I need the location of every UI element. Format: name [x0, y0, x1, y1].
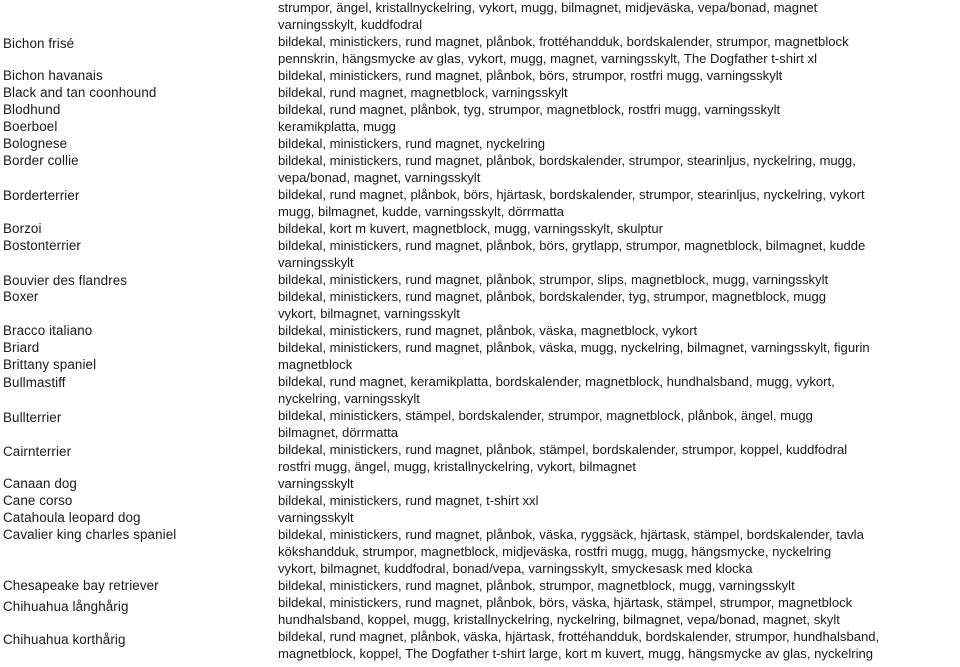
product-list-line: varningsskylt — [278, 510, 354, 525]
product-list-line: varningsskylt — [278, 255, 354, 270]
product-list-line: bildekal, ministickers, rund magnet, plånbok, strumpor, slips, magnetblock, mugg, varningsskylt — [278, 272, 829, 287]
product-list-line: kökshandduk, strumpor, magnetblock, midjeväska, rostfri mugg, mugg, hängsmycke, nyckelring — [278, 544, 832, 559]
product-list-line: bildekal, kort m kuvert, magnetblock, mugg, varningsskylt, skulptur — [278, 221, 663, 236]
breed-name: Canaan dog — [3, 476, 77, 491]
breed-name: Cairnterrier — [3, 444, 72, 459]
product-list-line: bildekal, ministickers, rund magnet, plånbok, börs, strumpor, rostfri mugg, varningsskylt — [278, 68, 783, 83]
breed-name: Boxer — [3, 289, 39, 304]
product-list-line: bildekal, ministickers, rund magnet, plånbok, väska, mugg, nyckelring, bilmagnet, varningsskylt, figurin — [278, 340, 870, 355]
breed-name: Bolognese — [3, 136, 68, 151]
product-list-line: varningsskylt — [278, 476, 354, 491]
product-list-line: bildekal, ministickers, rund magnet, plånbok, strumpor, magnetblock, mugg, varningsskylt — [278, 578, 795, 593]
product-list-line: keramikplatta, mugg — [278, 119, 396, 134]
product-list-line: bildekal, rund magnet, keramikplatta, bordskalender, magnetblock, hundhalsband, mugg, vykort, — [278, 374, 835, 389]
breed-name: Bracco italiano — [3, 323, 93, 338]
product-list-line: bildekal, rund magnet, plånbok, tyg, strumpor, magnetblock, rostfri mugg, varningsskylt — [278, 102, 781, 117]
product-list-line: strumpor, ängel, kristallnyckelring, vykort, mugg, bilmagnet, midjeväska, vepa/bonad, magnet — [278, 0, 818, 15]
product-list-line: bildekal, ministickers, rund magnet, plånbok, bordskalender, tyg, strumpor, magnetblock, mugg — [278, 289, 827, 304]
product-list-line: bildekal, ministickers, rund magnet, t-shirt xxl — [278, 493, 539, 508]
product-list-line: varningsskylt, kuddfodral — [278, 17, 423, 32]
breed-name: Catahoula leopard dog — [3, 510, 141, 525]
breed-name: Boerboel — [3, 119, 58, 134]
product-list-line: vykort, bilmagnet, varningsskylt — [278, 306, 460, 321]
breed-name: Black and tan coonhound — [3, 85, 157, 100]
breed-name: Border collie — [3, 153, 79, 168]
breed-name: Bullterrier — [3, 410, 62, 425]
product-list-line: bildekal, ministickers, rund magnet, plånbok, börs, väska, hjärtask, stämpel, strumpor, magnetblock — [278, 595, 853, 610]
product-list-line: bildekal, ministickers, rund magnet, plånbok, bordskalender, strumpor, stearinljus, nyckelring, mugg, — [278, 153, 856, 168]
product-list-line: bildekal, ministickers, rund magnet, plånbok, börs, grytlapp, strumpor, magnetblock, bilmagnet, kudde — [278, 238, 866, 253]
product-list-line: vykort, bilmagnet, kuddfodral, bonad/vepa, varningsskylt, smyckesask med klocka — [278, 561, 753, 576]
breed-name: Borzoi — [3, 221, 42, 236]
breed-name: Borderterrier — [3, 188, 80, 203]
product-list-line: bildekal, ministickers, stämpel, bordskalender, strumpor, magnetblock, plånbok, ängel, mugg — [278, 408, 813, 423]
product-list-line: nyckelring, varningsskylt — [278, 391, 420, 406]
breed-name: Chihuahua korthårig — [3, 632, 126, 647]
product-list-line: bildekal, ministickers, rund magnet, plånbok, frottéhandduk, bordskalender, strumpor, magnetblock — [278, 34, 849, 49]
product-list-line: magnetblock, koppel, The Dogfather t-shirt large, kort m kuvert, mugg, hängsmycke av glas, nyckelring — [278, 646, 874, 661]
breed-name: Cavalier king charles spaniel — [3, 527, 177, 542]
product-list-line: bildekal, ministickers, rund magnet, nyckelring — [278, 136, 546, 151]
product-list-line: vepa/bonad, magnet, varningsskylt — [278, 170, 481, 185]
product-list-line: bildekal, ministickers, rund magnet, plånbok, väska, ryggsäck, hjärtask, stämpel, bordskalender, tavla — [278, 527, 864, 542]
product-list-line: hundhalsband, koppel, mugg, kristallnyckelring, nyckelring, bilmagnet, vepa/bonad, magnet, skylt — [278, 612, 840, 627]
product-list-line: bildekal, rund magnet, plånbok, börs, hjärtask, bordskalender, strumpor, stearinljus, nyckelring, vykort — [278, 187, 865, 202]
product-list-line: pennskrin, hängsmycke av glas, vykort, mugg, magnet, varningsskylt, The Dogfather t-shirt xl — [278, 51, 818, 66]
breed-name: Bichon havanais — [3, 68, 103, 83]
product-list-line: bildekal, ministickers, rund magnet, plånbok, stämpel, bordskalender, strumpor, koppel, kuddfodral — [278, 442, 848, 457]
product-list-line: bildekal, rund magnet, plånbok, väska, hjärtask, frottéhandduk, bordskalender, strumpor, hundhalsband, — [278, 629, 880, 644]
breed-name: Bouvier des flandres — [3, 273, 128, 288]
breed-name: Blodhund — [3, 102, 61, 117]
product-list-line: rostfri mugg, ängel, mugg, kristallnyckelring, vykort, bilmagnet — [278, 459, 637, 474]
product-list-line: mugg, bilmagnet, kudde, varningsskylt, dörrmatta — [278, 204, 565, 219]
product-list-line: bildekal, rund magnet, magnetblock, varningsskylt — [278, 85, 568, 100]
breed-name: Bichon frisé — [3, 36, 75, 51]
breed-name: Chesapeake bay retriever — [3, 578, 159, 593]
product-list-line: bilmagnet, dörrmatta — [278, 425, 399, 440]
breed-name: Chihuahua långhårig — [3, 599, 129, 614]
breed-name: Cane corso — [3, 493, 73, 508]
product-list-line: bildekal, ministickers, rund magnet, plånbok, väska, magnetblock, vykort — [278, 323, 698, 338]
breed-name: Bullmastiff — [3, 375, 66, 390]
breed-name: Brittany spaniel — [3, 357, 97, 372]
breed-name: Bostonterrier — [3, 238, 81, 253]
breed-name: Briard — [3, 340, 40, 355]
product-list-line: magnetblock — [278, 357, 353, 372]
